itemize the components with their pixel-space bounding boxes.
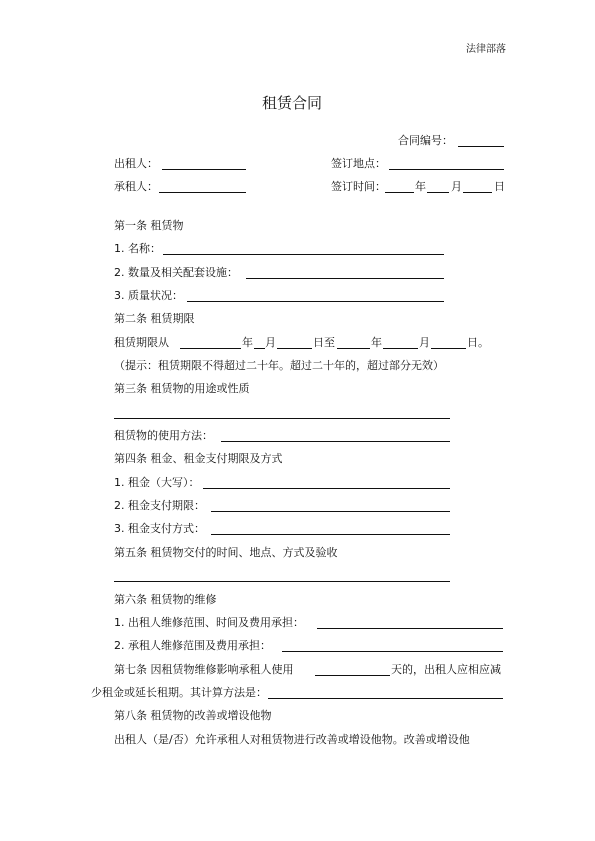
- sign-year-label: 年: [415, 180, 426, 193]
- term-start-year-label: 年: [242, 336, 253, 349]
- term-end-year-blank[interactable]: [337, 348, 370, 349]
- term-start-month-blank[interactable]: [254, 348, 265, 349]
- term-start-year-blank[interactable]: [180, 348, 241, 349]
- sign-time-label: 签订时间：: [331, 180, 386, 193]
- term-end-day-blank[interactable]: [431, 348, 466, 349]
- item-quality-blank[interactable]: [187, 301, 444, 302]
- sign-year-blank[interactable]: [385, 192, 414, 193]
- lessee-repair-label: 2. 承租人维修范围及费用承担：: [114, 639, 271, 652]
- item-quantity-label: 2. 数量及相关配套设施：: [114, 266, 238, 279]
- sign-day-label: 日: [494, 180, 505, 193]
- rent-period-label: 2. 租金支付期限：: [114, 499, 205, 512]
- term-end-month-blank[interactable]: [383, 348, 418, 349]
- contract-number-blank[interactable]: [458, 146, 504, 147]
- usage-method-label: 租赁物的使用方法：: [114, 429, 213, 442]
- contract-number-label: 合同编号：: [398, 134, 453, 147]
- term-note: （提示：租赁期限不得超过二十年。超过二十年的，超过部分无效）: [114, 359, 444, 372]
- lessor-blank[interactable]: [162, 169, 246, 170]
- rent-calculation-blank[interactable]: [268, 698, 503, 699]
- item-quality-label: 3. 质量状况：: [114, 289, 183, 302]
- lessee-blank[interactable]: [159, 192, 246, 193]
- term-end-year-label: 年: [371, 336, 382, 349]
- lessee-repair-blank[interactable]: [282, 651, 503, 652]
- article-8-title: 第八条 租赁物的改善或增设他物: [114, 709, 272, 722]
- article-7-text-a: 第七条 因租赁物维修影响承租人使用: [114, 663, 294, 676]
- header-tag: 法律部落: [466, 44, 506, 55]
- article-6-title: 第六条 租赁物的维修: [114, 593, 217, 606]
- sign-place-blank[interactable]: [389, 169, 504, 170]
- article-1-title: 第一条 租赁物: [114, 219, 184, 232]
- usage-method-blank[interactable]: [221, 441, 450, 442]
- rent-method-blank[interactable]: [211, 534, 450, 535]
- rent-amount-label: 1. 租金（大写）：: [114, 476, 200, 489]
- article-3-title: 第三条 租赁物的用途或性质: [114, 382, 250, 395]
- term-start-month-label: 月: [265, 336, 276, 349]
- rent-method-label: 3. 租金支付方式：: [114, 522, 205, 535]
- term-start-day-blank[interactable]: [277, 348, 312, 349]
- term-day-to-label: 日至: [313, 336, 335, 349]
- term-end-day-label: 日。: [467, 336, 489, 349]
- delivery-blank[interactable]: [114, 581, 450, 582]
- item-name-blank[interactable]: [163, 254, 444, 255]
- lessor-repair-label: 1. 出租人维修范围、时间及费用承担：: [114, 616, 304, 629]
- article-4-title: 第四条 租金、租金支付期限及方式: [114, 452, 283, 465]
- term-from-label: 租赁期限从: [114, 336, 169, 349]
- sign-month-label: 月: [451, 180, 462, 193]
- usage-blank[interactable]: [114, 418, 450, 419]
- article-8-text: 出租人（是/否）允许承租人对租赁物进行改善或增设他物。改善或增设他: [114, 733, 470, 746]
- item-name-label: 1. 名称：: [114, 242, 161, 255]
- article-2-title: 第二条 租赁期限: [114, 312, 195, 325]
- item-quantity-blank[interactable]: [246, 278, 444, 279]
- article-7-text-c: 少租金或延长租期。其计算方法是：: [91, 686, 267, 699]
- repair-days-blank[interactable]: [315, 675, 390, 676]
- document-title: 租赁合同: [262, 94, 323, 112]
- sign-day-blank[interactable]: [463, 192, 492, 193]
- rent-amount-blank[interactable]: [203, 488, 450, 489]
- article-7-text-b: 天的，出租人应相应减: [391, 663, 501, 676]
- lessor-repair-blank[interactable]: [317, 628, 503, 629]
- term-end-month-label: 月: [419, 336, 430, 349]
- lessor-label: 出租人：: [114, 157, 158, 170]
- article-5-title: 第五条 租赁物交付的时间、地点、方式及验收: [114, 546, 338, 559]
- rent-period-blank[interactable]: [211, 511, 450, 512]
- sign-month-blank[interactable]: [427, 192, 449, 193]
- sign-place-label: 签订地点：: [331, 157, 386, 170]
- lessee-label: 承租人：: [114, 180, 158, 193]
